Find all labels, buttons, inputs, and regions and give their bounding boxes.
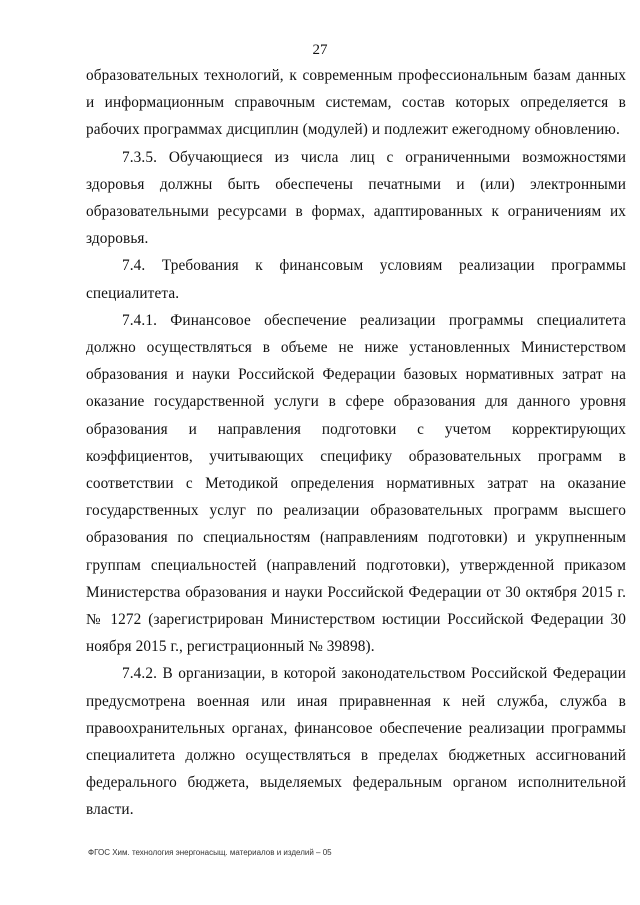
document-body [86, 62, 626, 824]
page-number: 27 [312, 42, 328, 58]
paragraph-7-4-1: 7.4.1. Финансовое обеспечение реализации программы специалитета должно осуществляться в объеме не ниже установленных Министерством образования и науки Российской Федерации базовых нормативных затрат на оказание государственной услуги в сфере образования для данного уровня образования и направления подготовки с учетом корректирующих коэффициентов, учитывающих специфику образовательных программ в соответствии с Методикой определения нормативных затрат на оказание государственных услуг по реализации образовательных программ высшего образования по специальностям (направлениям подготовки) и укрупненным группам специальностей (направлений подготовки), утвержденной приказом Министерства образования и науки Российской Федерации от 30 октября 2015 г. № 1272 (зарегистрирован Министерством юстиции Российской Федерации 30 ноября 2015 г., регистрационный № 39898). [86, 311, 626, 656]
page-footer: ФГОС Хим. технология энергонасыщ. материалов и изделий – 05 [88, 848, 332, 857]
paragraph-continuation: образовательных технологий, к современным профессиональным базам данных и информационным справочным системам, состав которых определяется в рабочих программах дисциплин (модулей) и подлежит ежегодному обновлению. [86, 67, 626, 139]
paragraph-7-4: 7.4. Требования к финансовым условиям реализации программы специалитета. [86, 257, 626, 302]
paragraph-7-4-2: 7.4.2. В организации, в которой законодательством Российской Федерации предусмотрена военная или иная приравненная к ней служба, служба в правоохранительных органах, финансовое обеспечение реализации программы специалитета должно осуществляться в пределах бюджетных ассигнований федерального бюджета, выделяемых федеральным органом исполнительной власти. [86, 665, 626, 819]
paragraph-7-3-5: 7.3.5. Обучающиеся из числа лиц с ограниченными возможностями здоровья должны быть обеспечены печатными и (или) электронными образовательными ресурсами в формах, адаптированных к ограничениям их здоровья. [86, 148, 626, 248]
